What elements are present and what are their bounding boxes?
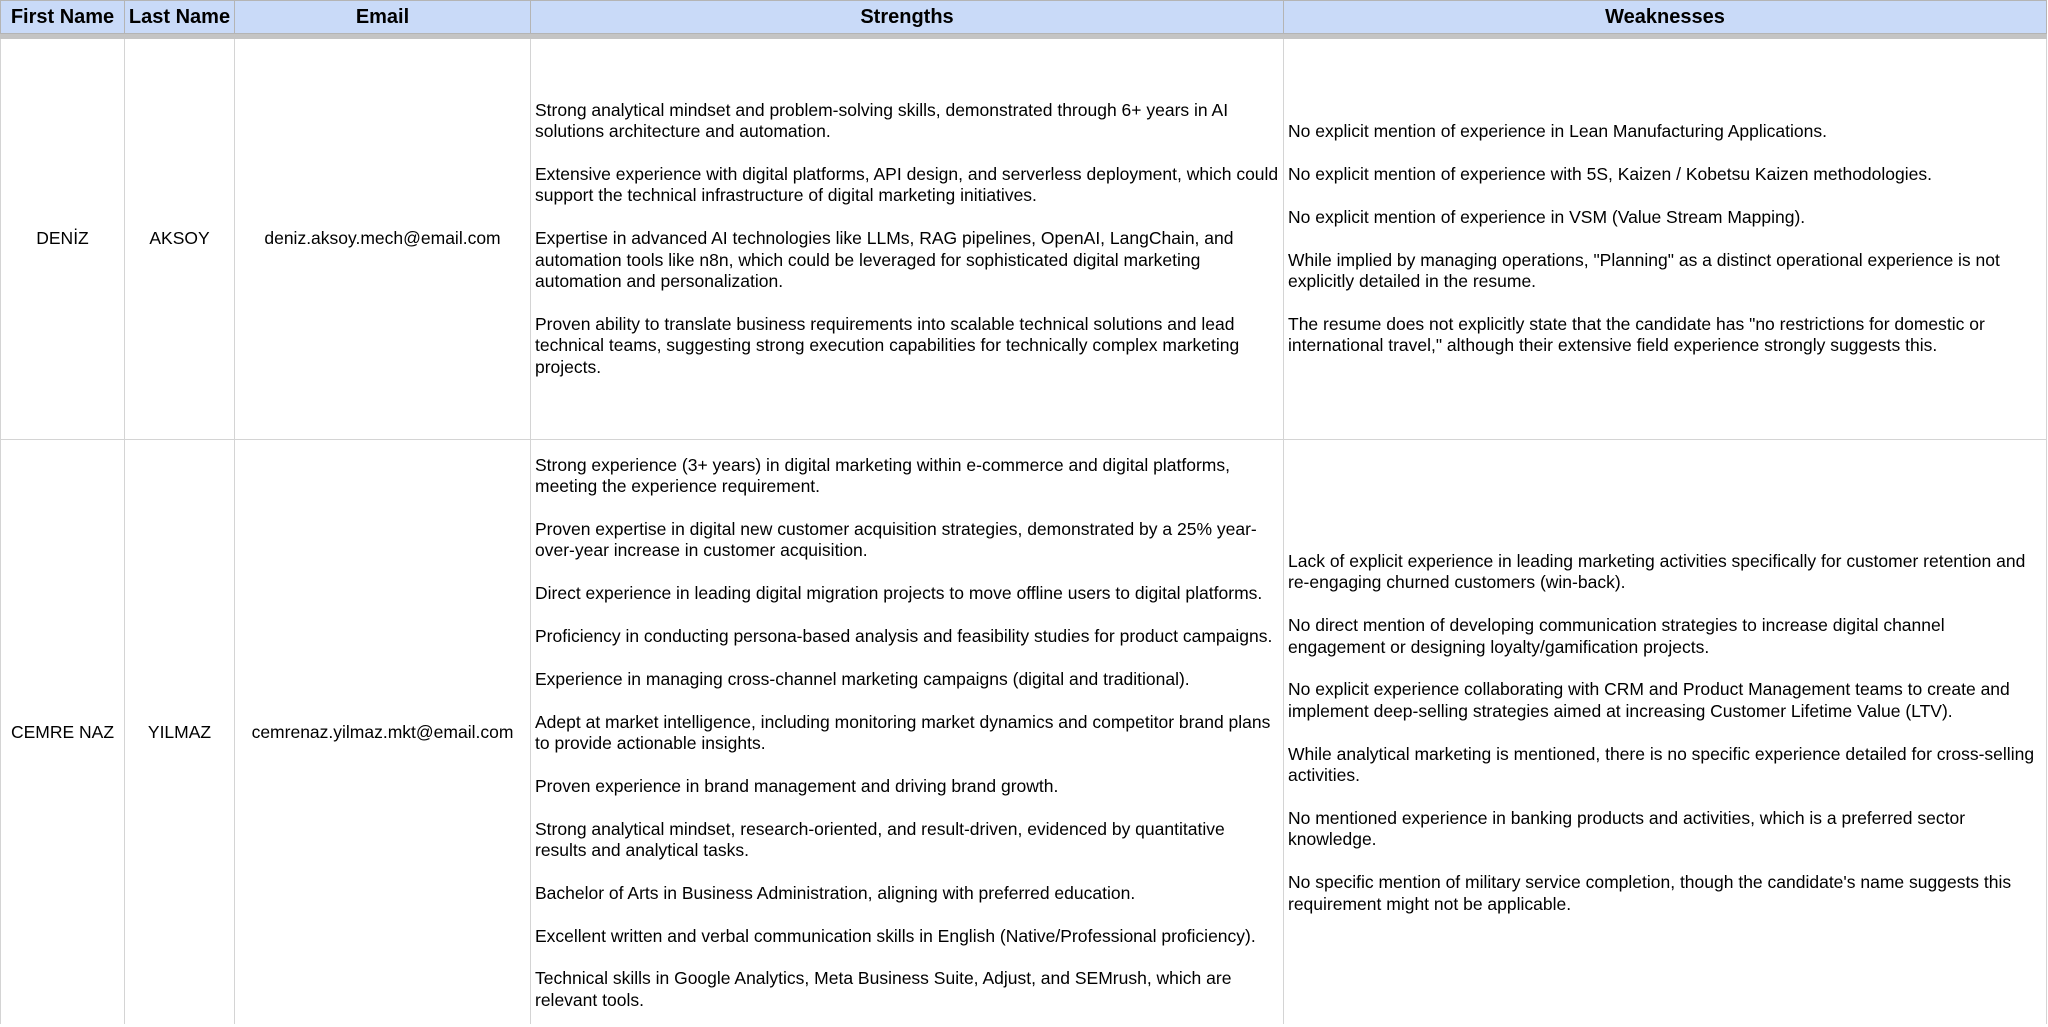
weaknesses-cell[interactable] xyxy=(1284,39,2047,440)
table-row xyxy=(1,440,2047,1027)
table-row xyxy=(1,39,2047,440)
first-name-cell[interactable]: DENİZ xyxy=(1,39,125,440)
strength-item: Strong analytical mindset and problem-solving skills, demonstrated through 6+ years in AI solutions architecture and automation. xyxy=(535,99,1229,142)
email-cell[interactable]: cemrenaz.yilmaz.mkt@email.com xyxy=(235,440,531,1027)
weakness-item: The resume does not explicitly state that the candidate has "no restrictions for domestic or international travel," although their extensive field experience strongly suggests this. xyxy=(1288,313,1985,356)
strength-item: Extensive experience with digital platforms, API design, and serverless deployment, which could support the technical infrastructure of digital marketing initiatives. xyxy=(535,164,1279,206)
weakness-item: No direct mention of developing communication strategies to increase digital channel engagement or designing loyalty/gamification projects. xyxy=(1288,615,1945,657)
strength-item: Strong experience (3+ years) in digital marketing within e-commerce and digital platforms, meeting the experience requirement. xyxy=(535,454,1230,497)
strength-item: Experience in managing cross-channel marketing campaigns (digital and traditional). xyxy=(535,668,1190,689)
first-name-cell[interactable]: CEMRE NAZ xyxy=(1,440,125,1027)
strength-item: Proven experience in brand management and driving brand growth. xyxy=(535,775,1059,796)
weakness-item: Lack of explicit experience in leading marketing activities specifically for customer retention and re-engaging churned customers (win-back). xyxy=(1288,551,2026,593)
weaknesses-cell[interactable] xyxy=(1284,440,2047,1027)
last-name-cell[interactable]: AKSOY xyxy=(125,39,235,440)
strength-item: Expertise in advanced AI technologies like LLMs, RAG pipelines, OpenAI, LangChain, and automation tools like n8n, which could be leveraged for sophisticated digital marketing automation and personalization. xyxy=(535,228,1234,292)
strength-item: Strong analytical mindset, research-oriented, and result-driven, evidenced by quantitative results and analytical tasks. xyxy=(535,818,1225,860)
header-email[interactable]: Email xyxy=(235,1,531,34)
weakness-item: No explicit mention of experience in VSM (Value Stream Mapping). xyxy=(1288,206,1806,227)
header-weaknesses[interactable]: Weaknesses xyxy=(1284,1,2047,34)
strengths-cell[interactable] xyxy=(531,440,1284,1027)
strength-item: Excellent written and verbal communication skills in English (Native/Professional proficiency). xyxy=(535,925,1256,946)
strength-item: Proficiency in conducting persona-based analysis and feasibility studies for product campaigns. xyxy=(535,626,1273,646)
strength-item: Technical skills in Google Analytics, Meta Business Suite, Adjust, and SEMrush, which are relevant tools. xyxy=(535,968,1232,1010)
header-strengths[interactable]: Strengths xyxy=(531,1,1284,34)
weakness-item: No explicit mention of experience with 5S, Kaizen / Kobetsu Kaizen methodologies. xyxy=(1288,164,1932,185)
header-last-name[interactable]: Last Name xyxy=(125,1,235,34)
strength-item: Proven ability to translate business requirements into scalable technical solutions and lead technical teams, suggesting strong execution capabilities for technically complex marketing projects. xyxy=(535,313,1240,377)
header-row xyxy=(1,1,2047,34)
strengths-cell[interactable] xyxy=(531,39,1284,440)
strength-item: Direct experience in leading digital migration projects to move offline users to digital platforms. xyxy=(535,583,1263,604)
weakness-item: While implied by managing operations, "Planning" as a distinct operational experience is not explicitly detailed in the resume. xyxy=(1288,249,2000,292)
weakness-item: No explicit experience collaborating with CRM and Product Management teams to create and implement deep-selling strategies aimed at increasing Customer Lifetime Value (LTV). xyxy=(1288,679,2010,721)
strength-item: Proven expertise in digital new customer acquisition strategies, demonstrated by a 25% year-over-year increase in customer acquisition. xyxy=(535,519,1257,561)
weakness-item: No explicit mention of experience in Lean Manufacturing Applications. xyxy=(1288,121,1827,142)
strength-item: Adept at market intelligence, including monitoring market dynamics and competitor brand plans to provide actionable insights. xyxy=(535,711,1271,753)
weakness-item: No mentioned experience in banking products and activities, which is a preferred sector knowledge. xyxy=(1288,807,1966,850)
last-name-cell[interactable]: YILMAZ xyxy=(125,440,235,1027)
email-cell[interactable]: deniz.aksoy.mech@email.com xyxy=(235,39,531,440)
header-first-name[interactable]: First Name xyxy=(1,1,125,34)
weakness-item: While analytical marketing is mentioned, there is no specific experience detailed for cross-selling activities. xyxy=(1288,743,2035,786)
weakness-item: No specific mention of military service completion, though the candidate's name suggests this requirement might not be applicable. xyxy=(1288,872,2012,914)
strength-item: Bachelor of Arts in Business Administration, aligning with preferred education. xyxy=(535,882,1136,903)
